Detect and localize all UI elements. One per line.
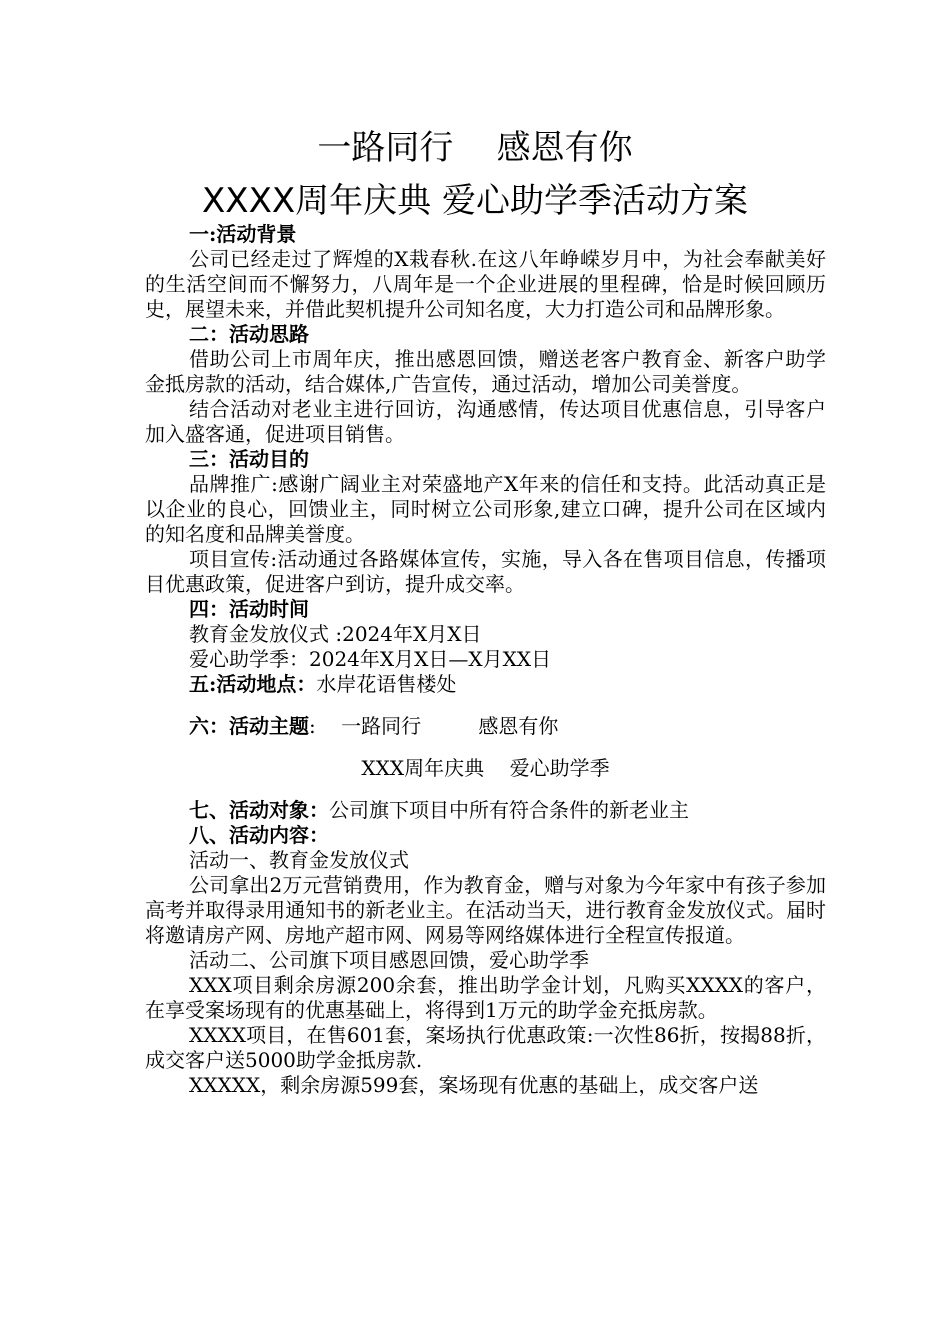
paragraph-approach-1: 借助公司上市周年庆，推出感恩回馈，赠送老客户教育金、新客户助学金抵房款的活动，结合媒体,广告宣传，通过活动，增加公司美誉度。 (145, 347, 826, 396)
document-body (145, 222, 826, 1098)
audience-value: 公司旗下项目中所有符合条件的新老业主 (329, 798, 689, 822)
section-heading-audience: 七、活动对象： (189, 798, 329, 822)
paragraph-purpose-1: 品牌推广:感谢广阔业主对荣盛地产X年来的信任和支持。此活动真正是以企业的良心，回馈业主，同时树立公司形象,建立口碑，提升公司在区域内的知名度和品牌美誉度。 (145, 472, 826, 546)
section-heading-purpose: 三：活动目的 (189, 447, 309, 471)
activity-2-paragraph-2: XXXX项目，在售601套，案场执行优惠政策:一次性86折，按揭88折，成交客户送5000助学金抵房款. (145, 1023, 826, 1072)
paragraph-purpose-2: 项目宣传:活动通过各路媒体宣传，实施，导入各在售项目信息，传播项目优惠政策，促进客户到访，提升成交率。 (145, 547, 826, 596)
location-value: 水岸花语售楼处 (316, 672, 457, 696)
theme-colon: : (309, 714, 316, 738)
theme-line (145, 714, 826, 739)
time-line-ceremony: 教育金发放仪式 :2024年X月X日 (189, 622, 482, 646)
section-heading-theme: 六：活动主题 (189, 714, 309, 738)
theme-value-1: 一路同行 感恩有你 (315, 714, 559, 738)
section-heading-approach: 二：活动思路 (189, 322, 309, 346)
section-heading-time: 四：活动时间 (189, 597, 309, 621)
location-line (145, 672, 826, 697)
activity-1-title: 活动一、教育金发放仪式 (189, 848, 409, 872)
activity-1-paragraph: 公司拿出2万元营销费用，作为教育金，赠与对象为今年家中有孩子参加高考并取得录用通知书的新老业主。在活动当天，进行教育金发放仪式。届时将邀请房产网、房地产超市网、网易等网络媒体进行全程宣传报道。 (145, 873, 826, 947)
activity-2-paragraph-1: XXX项目剩余房源200余套，推出助学金计划，凡购买XXXX的客户，在享受案场现有的优惠基础上，将得到1万元的助学金充抵房款。 (145, 973, 826, 1022)
section-heading-location: 五:活动地点： (189, 672, 317, 696)
theme-value-2: XXX周年庆典 爱心助学季 (361, 756, 610, 780)
paragraph-background: 公司已经走过了辉煌的X栽春秋.在这八年峥嵘岁月中，为社会奉献美好的生活空间而不懈努力，八周年是一个企业进展的里程碑，恰是时候回顾历史，展望未来，并借此契机提升公司知名度，大力打造公司和品牌形象。 (145, 247, 826, 321)
audience-line (145, 798, 826, 823)
paragraph-approach-2: 结合活动对老业主进行回访，沟通感情，传达项目优惠信息，引导客户加入盛客通，促进项目销售。 (145, 397, 826, 446)
document-title-line-1: 一路同行 感恩有你 (317, 128, 633, 168)
activity-2-title: 活动二、公司旗下项目感恩回馈，爱心助学季 (189, 948, 589, 972)
section-heading-content: 八、活动内容： (189, 823, 329, 847)
section-heading-background: 一:活动背景 (189, 222, 297, 246)
time-line-season: 爱心助学季：2024年X月X日—X月XX日 (189, 647, 552, 671)
activity-2-paragraph-3: XXXXX，剩余房源599套，案场现有优惠的基础上，成交客户送 (189, 1073, 759, 1097)
document-title-line-2: XXXX周年庆典 爱心助学季活动方案 (202, 181, 748, 221)
